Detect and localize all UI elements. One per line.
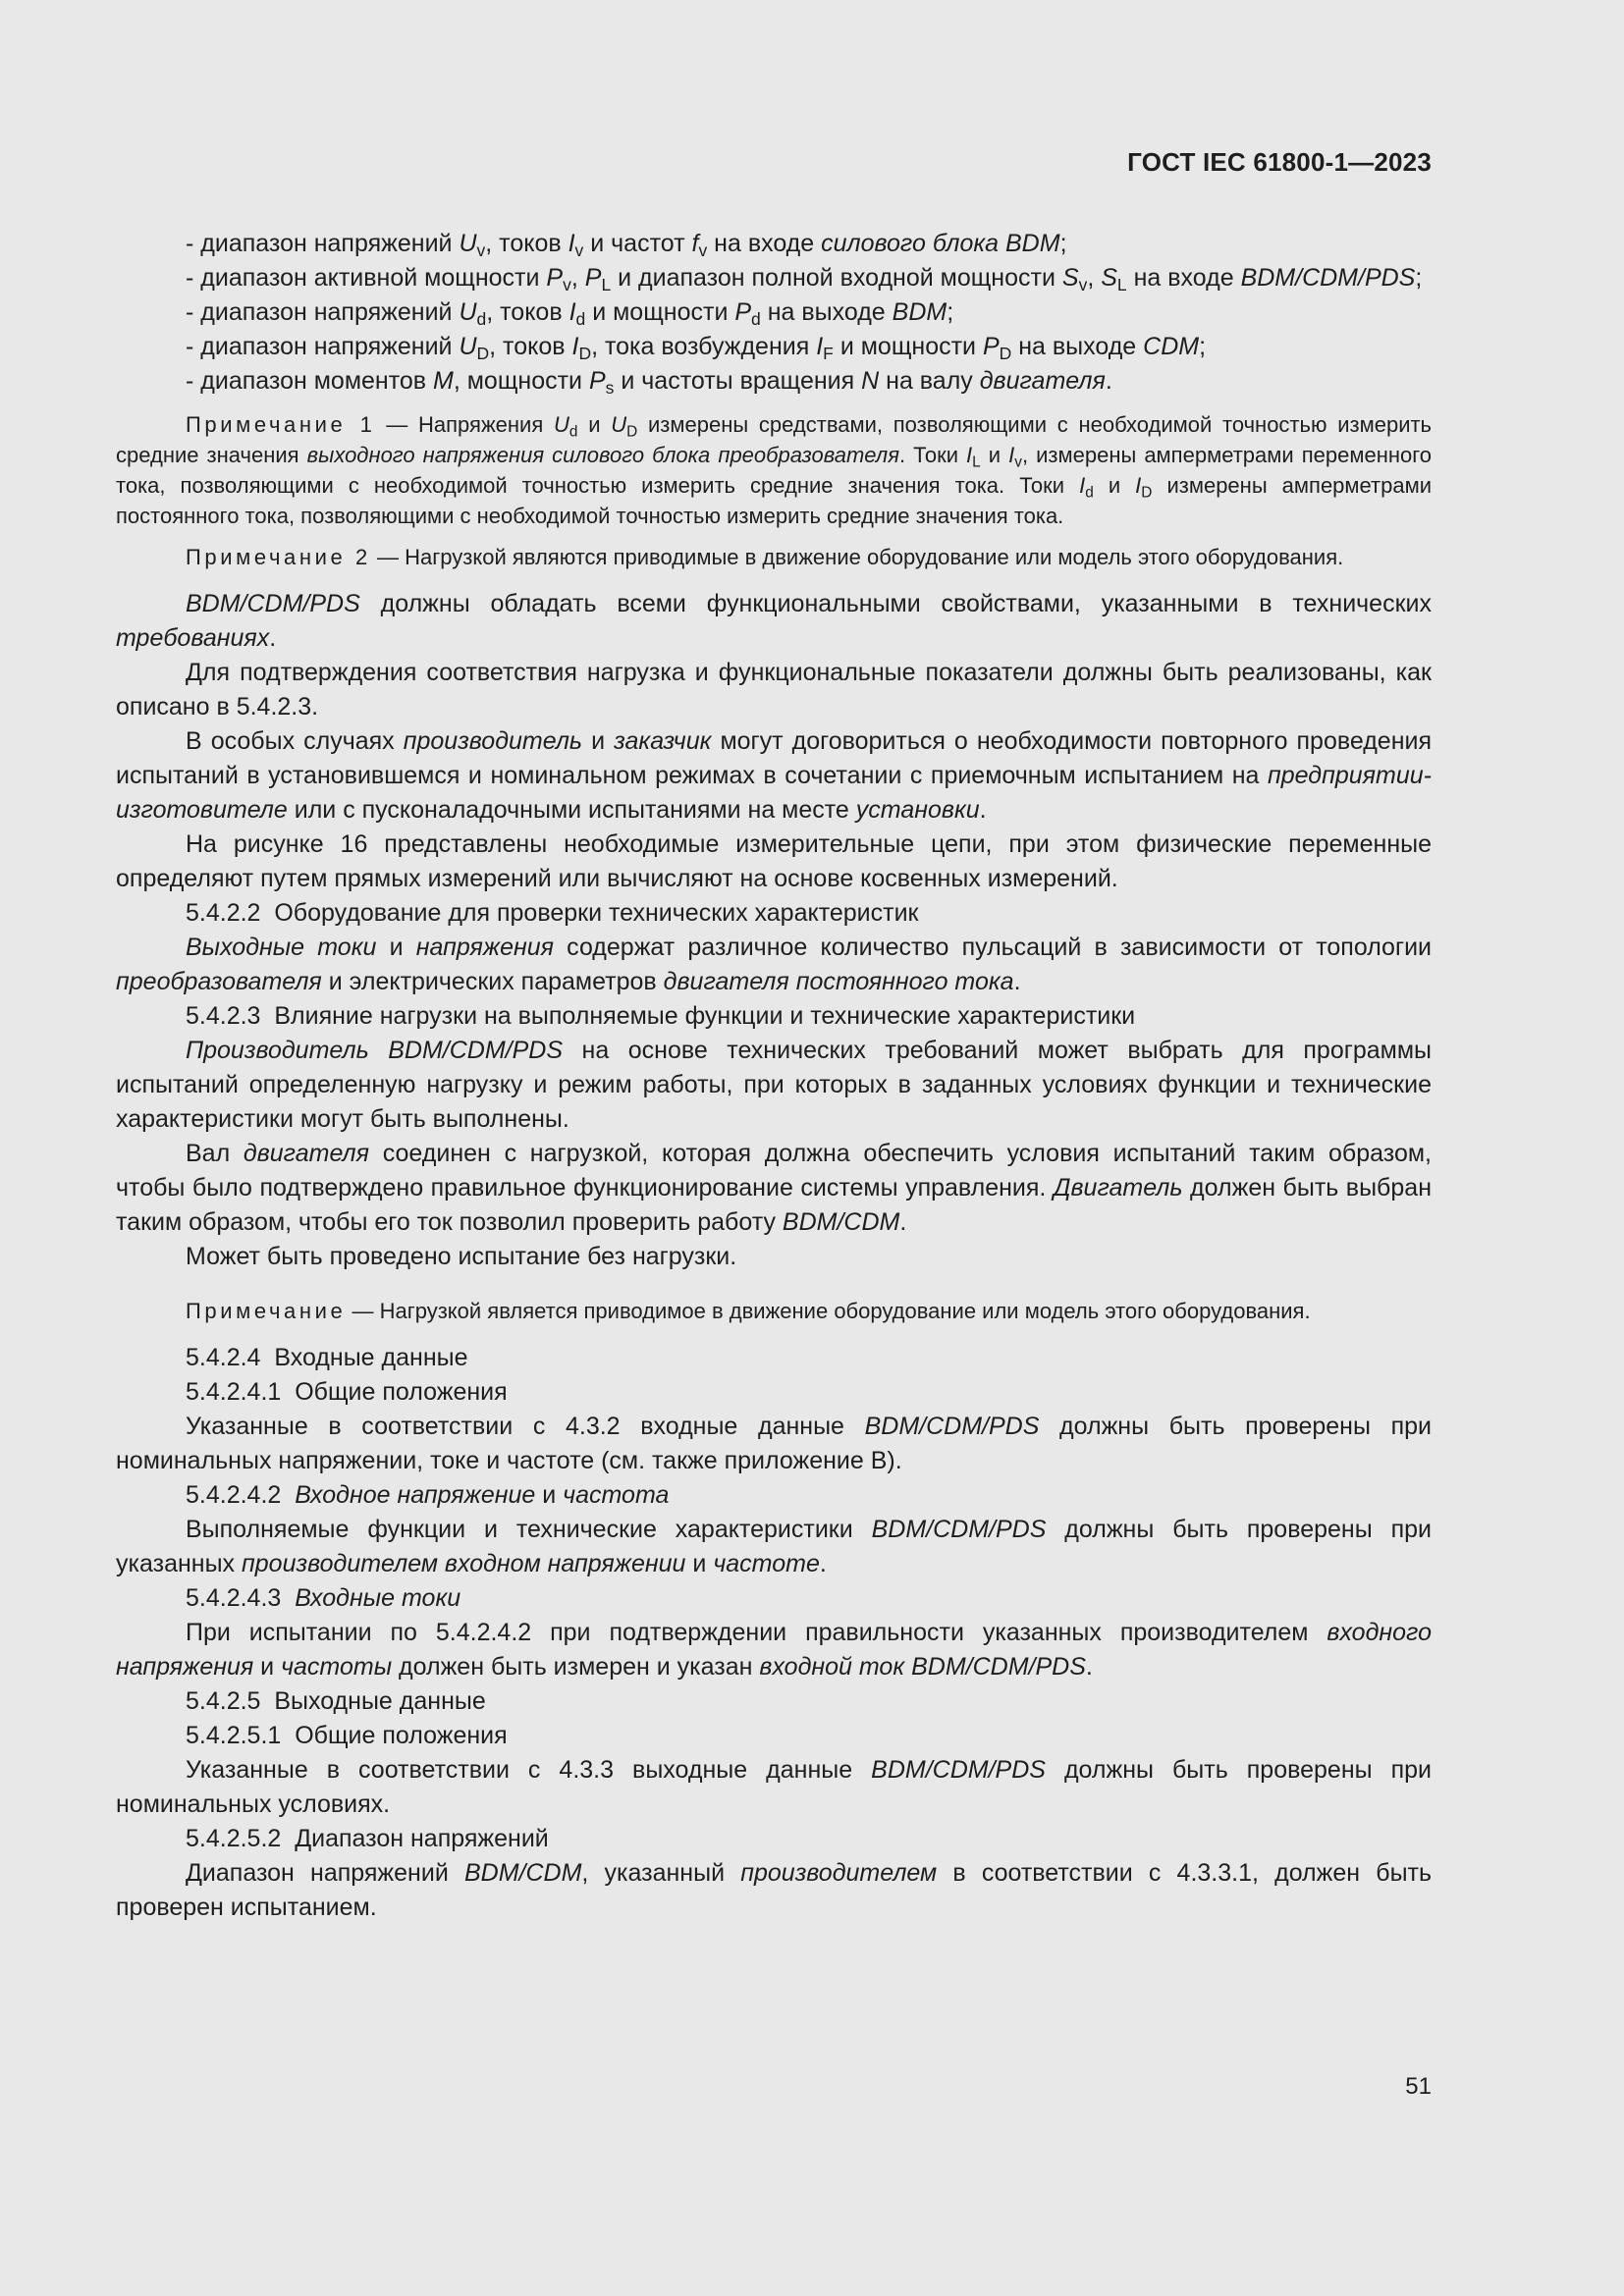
paragraph: Производитель BDM/CDM/PDS на основе технических требований может выбрать для программы испытаний определенную нагрузку и режим работы, при которых в заданных условиях функции и технические характеристики могут быть выполнены. xyxy=(116,1037,1432,1133)
paragraph: На рисунке 16 представлены необходимые измерительные цепи, при этом физические переменные определяют путем прямых измерений или вычисляют на основе косвенных измерений. xyxy=(116,830,1432,892)
section-heading: 5.4.2.3 Влияние нагрузки на выполняемые функции и технические характеристики xyxy=(186,1002,1136,1030)
note-3: Примечание — Нагрузкой является приводимое в движение оборудование или модель этого оборудования. xyxy=(186,1299,1311,1323)
list-item: - диапазон напряжений $U_D$, токов $I_D$, тока возбуждения $I_F$ и мощности $P_D$ на выходе CDM; xyxy=(186,333,1207,363)
section-heading: 5.4.2.4.1 Общие положения xyxy=(186,1378,508,1406)
paragraph: Вал двигателя соединен с нагрузкой, которая должна обеспечить условия испытаний таким образом, чтобы было подтверждено правильное функционирование системы управления. Двигатель должен быть выбран таким образом, чтобы его ток позволил проверить работу BDM/CDM. xyxy=(116,1140,1432,1236)
paragraph: Выполняемые функции и технические характеристики BDM/CDM/PDS должны быть проверены при указанных производителем входном напряжении и частоте. xyxy=(116,1516,1433,1577)
list-item: - диапазон активной мощности $P_v$, $P_L$ и диапазон полной входной мощности $S_v$, $S_L$ на входе BDM/CDM/PDS; xyxy=(186,264,1423,294)
page-number: 51 xyxy=(1405,2073,1432,2100)
paragraph: Для подтверждения соответствия нагрузка и функциональные показатели должны быть реализованы, как описано в 5.4.2.3. xyxy=(116,659,1432,721)
section-heading: 5.4.2.4 Входные данные xyxy=(186,1344,468,1371)
section-heading: 5.4.2.5 Выходные данные xyxy=(186,1687,486,1715)
paragraph: Указанные в соответствии с 4.3.2 входные данные BDM/CDM/PDS должны быть проверены при номинальных напряжении, токе и частоте (см. также приложение В). xyxy=(116,1413,1433,1474)
note-1: Примечание 1 — Напряжения $U_d$ и $U_D$ измерены средствами, позволяющими с необходимой точностью измерить средние значения выходного напряжения силового блока преобразователя. Токи $I_L$ и $I_v$, измерены амперметрами переменного тока, позволяющими с необходимой точностью измерить средние значения тока. Токи $I_d$ и $I_D$ измерены амперметрами постоянного тока, позволяющими с необходимой точностью измерить средние значения тока. xyxy=(116,412,1433,528)
note-2: Примечание 2 — Нагрузкой являются приводимые в движение оборудование или модель этого оборудования. xyxy=(186,545,1344,569)
list-item: - диапазон моментов M, мощности $P_s$ и частоты вращения N на валу двигателя. xyxy=(186,367,1112,398)
section-heading: 5.4.2.5.2 Диапазон напряжений xyxy=(186,1825,549,1852)
page-body xyxy=(116,227,1432,1925)
paragraph: Диапазон напряжений BDM/CDM, указанный производителем в соответствии с 4.3.3.1, должен быть проверен испытанием. xyxy=(116,1859,1433,1921)
paragraph: BDM/CDM/PDS должны обладать всеми функциональными свойствами, указанными в технических требованиях. xyxy=(116,590,1432,652)
paragraph: Может быть проведено испытание без нагрузки. xyxy=(186,1243,737,1270)
list-item: - диапазон напряжений $U_v$, токов $I_v$ и частот $f_v$ на входе силового блока BDM; xyxy=(186,230,1067,260)
paragraph: Выходные токи и напряжения содержат различное количество пульсаций в зависимости от топологии преобразователя и электрических параметров двигателя постоянного тока. xyxy=(116,934,1433,995)
section-heading: 5.4.2.4.2 Входное напряжение и частота xyxy=(186,1481,670,1509)
paragraph: При испытании по 5.4.2.4.2 при подтверждении правильности указанных производителем входного напряжения и частоты должен быть измерен и указан входной ток BDM/CDM/PDS. xyxy=(116,1619,1432,1681)
list-item: - диапазон напряжений $U_d$, токов $I_d$ и мощности $P_d$ на выходе BDM; xyxy=(186,298,954,329)
paragraph: В особых случаях производитель и заказчик могут договориться о необходимости повторного проведения испытаний в установившемся и номинальном режимах в сочетании с приемочным испытанием на предприятии-изготовителе или с пусконаладочными испытаниями на месте установки. xyxy=(116,727,1433,824)
section-heading: 5.4.2.5.1 Общие положения xyxy=(186,1722,508,1749)
section-heading: 5.4.2.2 Оборудование для проверки технических характеристик xyxy=(186,899,919,927)
paragraph: Указанные в соответствии с 4.3.3 выходные данные BDM/CDM/PDS должны быть проверены при номинальных условиях. xyxy=(116,1756,1433,1818)
section-heading: 5.4.2.4.3 Входные токи xyxy=(186,1584,461,1612)
document-header: ГОСТ IEC 61800-1—2023 xyxy=(1127,147,1432,177)
